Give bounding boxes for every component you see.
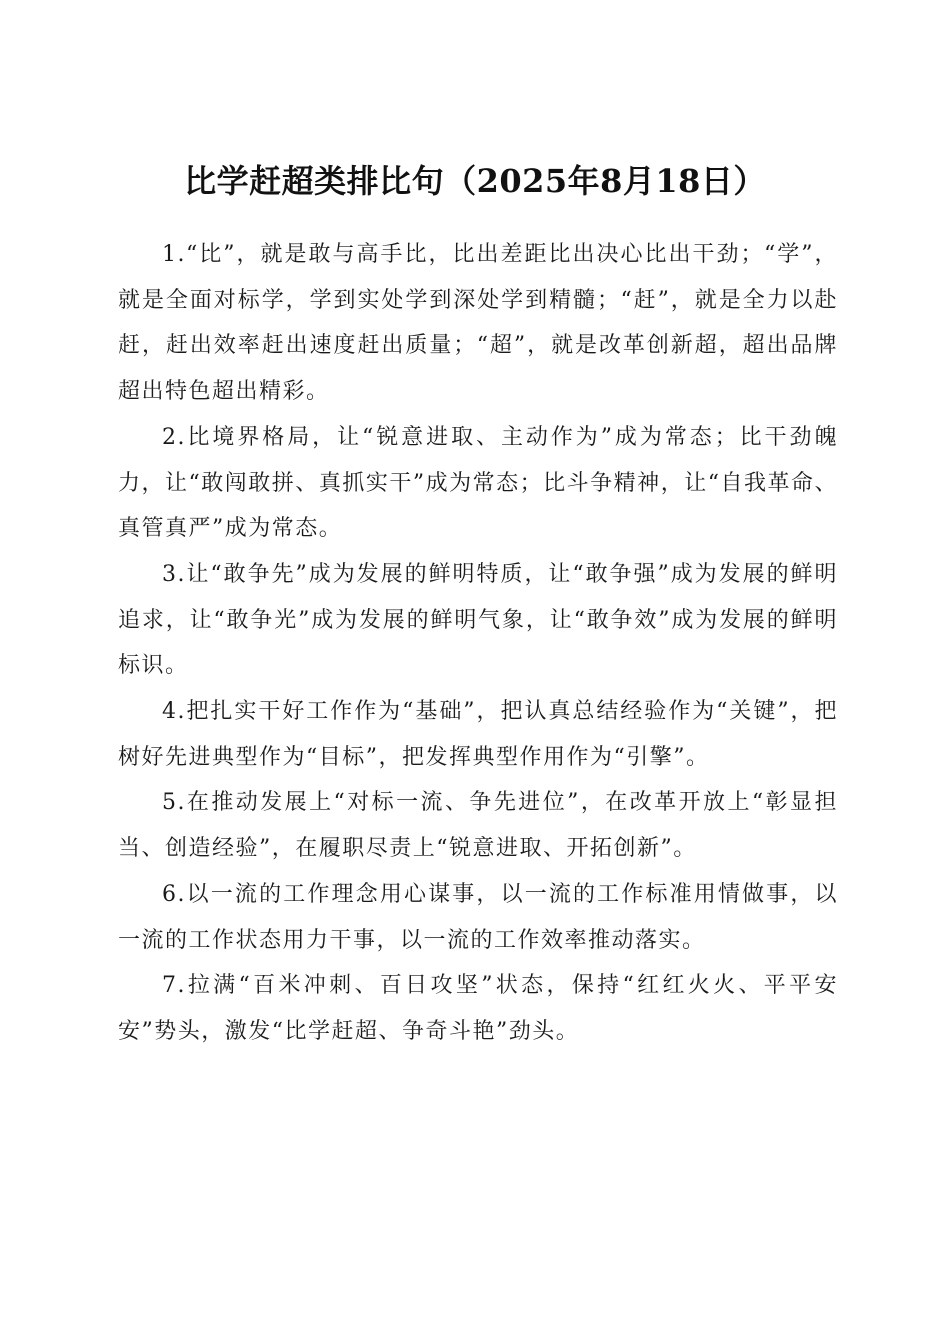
document-title: 比学赶超类排比句（2025年8月18日） [184, 162, 766, 201]
document-body [118, 232, 838, 1055]
paragraph-7: 7.拉满“百米冲刺、百日攻坚”状态，保持“红红火火、平平安安”势头，激发“比学赶超、争奇斗艳”劲头。 [118, 973, 838, 1044]
paragraph-3: 3.让“敢争先”成为发展的鲜明特质，让“敢争强”成为发展的鲜明追求，让“敢争光”成为发展的鲜明气象，让“敢争效”成为发展的鲜明标识。 [118, 561, 838, 679]
paragraph-5: 5.在推动发展上“对标一流、争先进位”，在改革开放上“彰显担当、创造经验”，在履职尽责上“锐意进取、开拓创新”。 [118, 790, 838, 862]
paragraph-1: 1.“比”，就是敢与高手比，比出差距比出决心比出干劲；“学”，就是全面对标学，学到实处学到深处学到精髓；“赶”，就是全力以赴赶，赶出效率赶出速度赶出质量；“超”，就是改革创新超，超出品牌超出特色超出精彩。 [118, 242, 838, 405]
paragraph-2: 2.比境界格局，让“锐意进取、主动作为”成为常态；比干劲魄力，让“敢闯敢拼、真抓实干”成为常态；比斗争精神，让“自我革命、真管真严”成为常态。 [118, 424, 838, 542]
paragraph-4: 4.把扎实干好工作作为“基础”，把认真总结经验作为“关键”，把树好先进典型作为“目标”，把发挥典型作用作为“引擎”。 [118, 699, 838, 770]
paragraph-6: 6.以一流的工作理念用心谋事，以一流的工作标准用情做事，以一流的工作状态用力干事，以一流的工作效率推动落实。 [118, 881, 838, 953]
